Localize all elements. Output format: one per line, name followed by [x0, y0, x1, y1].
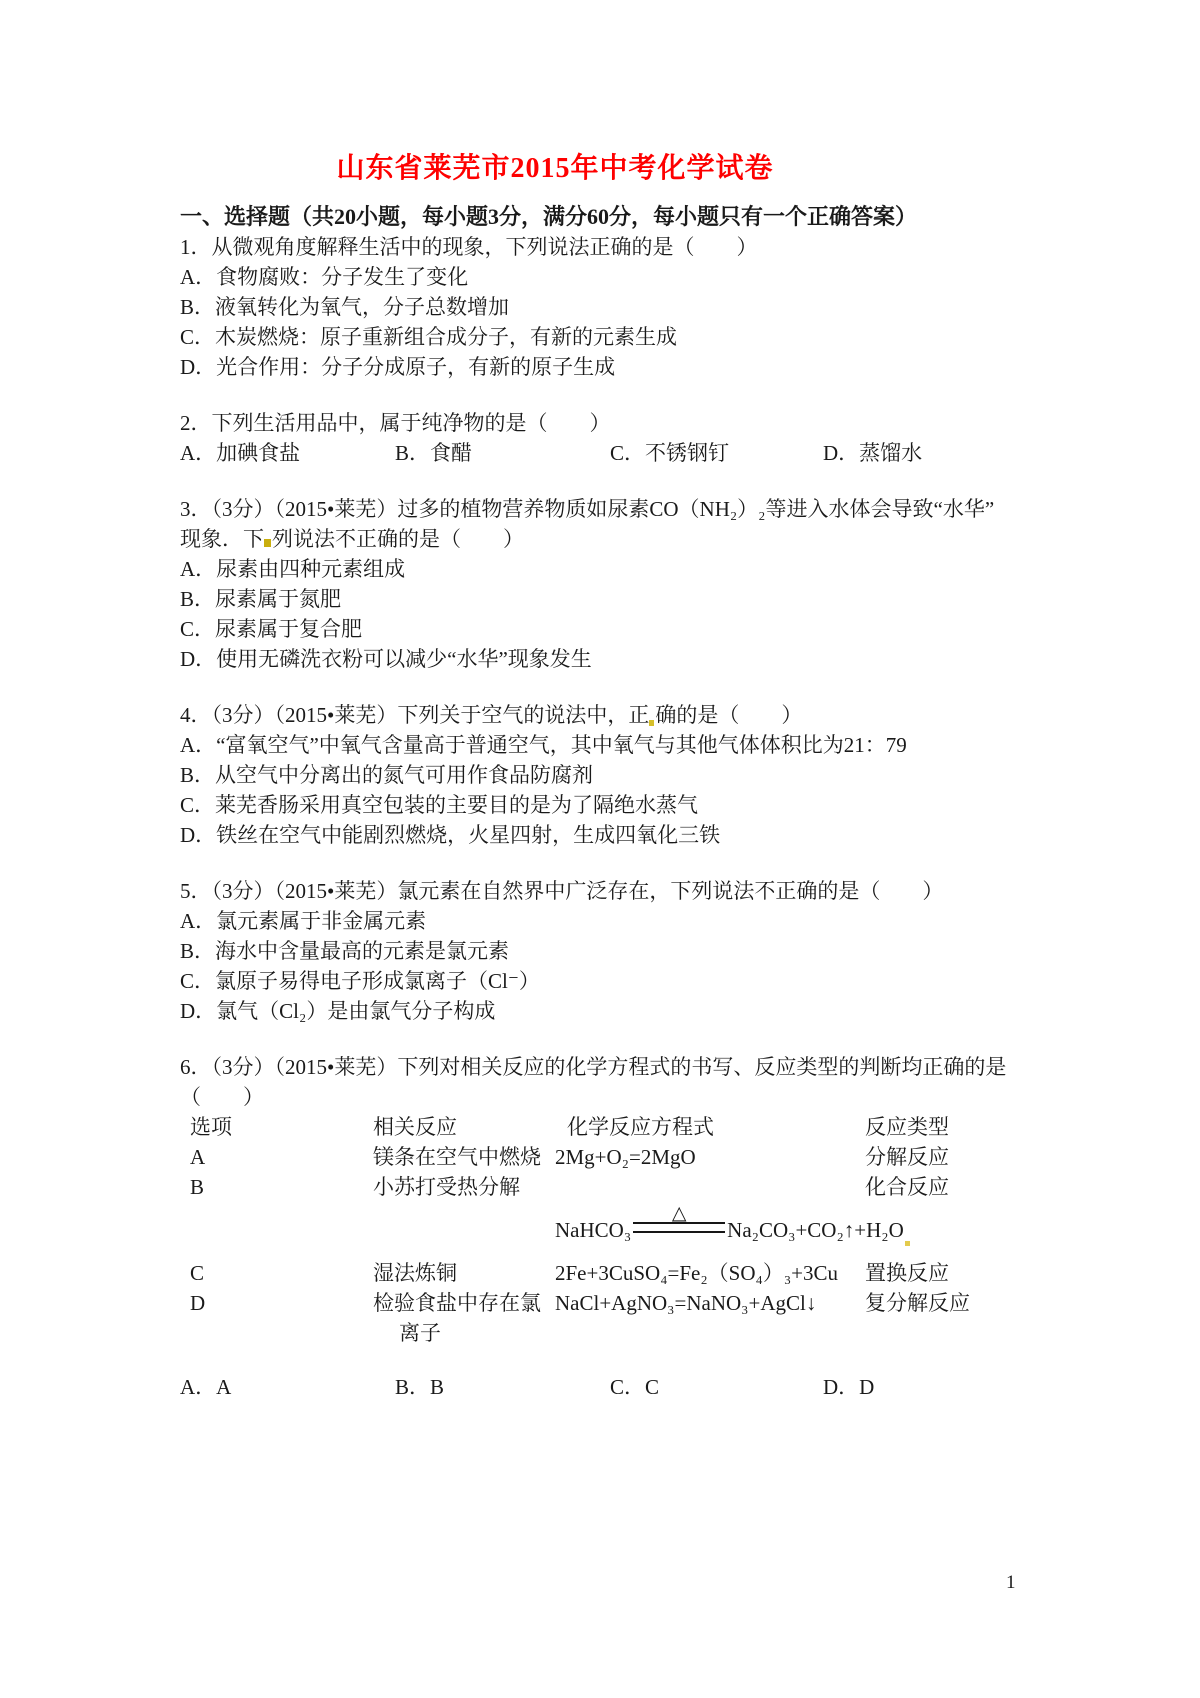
- question-3-stem-line2: [180, 524, 1200, 554]
- q6-row-c-option: C: [190, 1261, 205, 1285]
- question-3-stem-part-a: 现象．下: [180, 527, 264, 551]
- q6-row-c-type: 置换反应: [865, 1261, 949, 1285]
- q6-row-b-reaction: 小苏打受热分解: [373, 1175, 520, 1199]
- q6-row-d-equation: NaCl+AgNO₃=NaNO₃+AgCl↓: [555, 1291, 817, 1315]
- question-3-option-d: D．使用无磷洗衣粉可以减少“水华”现象发生: [180, 647, 592, 671]
- question-1: [180, 232, 1200, 382]
- question-1-stem: 1．从微观角度解释生活中的现象，下列说法正确的是（ ）: [180, 235, 758, 259]
- question-2-option-d: D．蒸馏水: [823, 441, 923, 465]
- question-3-option-c: C．尿素属于复合肥: [180, 617, 363, 641]
- question-5-option-a: A．氯元素属于非金属元素: [180, 909, 427, 933]
- q6-row-a-equation: 2Mg+O₂=2MgO: [555, 1145, 696, 1169]
- question-4-stem-part-b: 确的是（ ）: [655, 703, 803, 727]
- question-5-stem: 5．（3分）（2015•莱芜）氯元素在自然界中广泛存在，下列说法不正确的是（ ）: [180, 879, 944, 903]
- q6-row-d-reaction-line2: 离子: [399, 1321, 441, 1345]
- equation-right: Na₂CO₃+CO₂↑+H₂O: [727, 1217, 904, 1242]
- question-4-stem: [180, 700, 1200, 730]
- q6-row-a-reaction: 镁条在空气中燃烧: [373, 1145, 541, 1169]
- question-6-answer-b: B．B: [395, 1375, 445, 1399]
- question-6-answers-row: [180, 1372, 1200, 1402]
- question-1-option-b: B．液氧转化为氧气，分子总数增加: [180, 295, 510, 319]
- q6-row-d: [180, 1288, 1200, 1318]
- question-3-option-b: B．尿素属于氮肥: [180, 587, 342, 611]
- question-1-option-a: A．食物腐败：分子发生了变化: [180, 265, 469, 289]
- page-number: 1: [1006, 1572, 1016, 1593]
- question-4-option-c: C．莱芜香肠采用真空包装的主要目的是为了隔绝水蒸气: [180, 793, 699, 817]
- question-6-answer-d: D．D: [823, 1375, 875, 1399]
- question-2-option-a: A．加碘食盐: [180, 441, 301, 465]
- question-3: [180, 494, 1200, 674]
- question-2: [180, 408, 1200, 468]
- q6-header-reaction: 相关反应: [373, 1115, 457, 1139]
- question-6-stem-line1: 6．（3分）（2015•莱芜）下列对相关反应的化学方程式的书写、反应类型的判断均正确的是: [180, 1055, 1007, 1079]
- q6-row-b: [180, 1172, 1200, 1202]
- q6-header-type: 反应类型: [865, 1115, 949, 1139]
- q6-table-header-row: [180, 1112, 1200, 1142]
- question-5-option-d: D．氯气（Cl₂）是由氯气分子构成: [180, 999, 496, 1023]
- q6-row-a-option: A: [190, 1145, 206, 1169]
- q6-row-d-reaction-line1: 检验食盐中存在氯: [373, 1291, 541, 1315]
- q6-row-a-type: 分解反应: [865, 1145, 949, 1169]
- q6-row-b-type: 化合反应: [865, 1175, 949, 1199]
- question-4: [180, 700, 1200, 850]
- question-6-stem-line2: （ ）: [180, 1085, 264, 1109]
- question-4-option-d: D．铁丝在空气中能剧烈燃烧，火星四射，生成四氧化三铁: [180, 823, 721, 847]
- section-heading: 一、选择题（共20小题，每小题3分，满分60分，每小题只有一个正确答案）: [180, 204, 918, 229]
- q6-row-b-option: B: [190, 1175, 205, 1199]
- q6-header-equation: 化学反应方程式: [567, 1115, 714, 1139]
- delta-condition-icon: △: [671, 1202, 687, 1224]
- highlight-artifact: [649, 720, 654, 726]
- question-6-table: [180, 1112, 1200, 1348]
- question-3-stem-part-b: 列说法不正确的是（ ）: [272, 527, 524, 551]
- question-6-answer-c: C．C: [610, 1375, 660, 1399]
- question-4-option-b: B．从空气中分离出的氮气可用作食品防腐剂: [180, 763, 594, 787]
- highlight-artifact: [264, 539, 271, 547]
- question-5-option-c: C．氯原子易得电子形成氯离子（Cl⁻）: [180, 969, 540, 993]
- reaction-condition-line: [633, 1202, 725, 1233]
- question-2-option-c: C．不锈钢钉: [610, 441, 730, 465]
- question-5: [180, 876, 1200, 1026]
- q6-header-option: 选项: [190, 1115, 232, 1139]
- question-6: [180, 1052, 1200, 1402]
- q6-row-c-reaction: 湿法炼铜: [373, 1261, 457, 1285]
- q6-row-d-option: D: [190, 1291, 206, 1315]
- question-5-option-b: B．海水中含量最高的元素是氯元素: [180, 939, 510, 963]
- question-6-answer-a: A．A: [180, 1375, 232, 1399]
- question-3-option-a: A．尿素由四种元素组成: [180, 557, 406, 581]
- question-2-option-b: B．食醋: [395, 441, 473, 465]
- q6-row-b-equation: [545, 1202, 904, 1246]
- exam-title: 山东省莱芜市2015年中考化学试卷: [336, 153, 774, 184]
- question-1-option-c: C．木炭燃烧：原子重新组合成分子，有新的元素生成: [180, 325, 678, 349]
- question-3-stem-line1: 3．（3分）（2015•莱芜）过多的植物营养物质如尿素CO（NH₂）₂等进入水体会导致“水华”: [180, 497, 995, 521]
- q6-row-c: [180, 1258, 1200, 1288]
- q6-row-d-continuation: [180, 1318, 1200, 1348]
- highlight-artifact: [905, 1241, 910, 1246]
- q6-row-c-equation: 2Fe+3CuSO₄=Fe₂（SO₄）₃+3Cu: [555, 1261, 839, 1285]
- q6-row-a: [180, 1142, 1200, 1172]
- equation-left: NaHCO₃: [555, 1217, 632, 1242]
- question-2-options-row: [180, 438, 1200, 468]
- question-4-stem-part-a: 4．（3分）（2015•莱芜）下列关于空气的说法中，正: [180, 703, 650, 727]
- q6-row-b-equation-row: [180, 1202, 1200, 1258]
- q6-row-d-type: 复分解反应: [865, 1291, 970, 1315]
- question-2-stem: 2．下列生活用品中，属于纯净物的是（ ）: [180, 411, 611, 435]
- question-1-option-d: D．光合作用：分子分成原子，有新的原子生成: [180, 355, 616, 379]
- question-4-option-a: A．“富氧空气”中氧气含量高于普通空气，其中氧气与其他气体体积比为21：79: [180, 733, 907, 757]
